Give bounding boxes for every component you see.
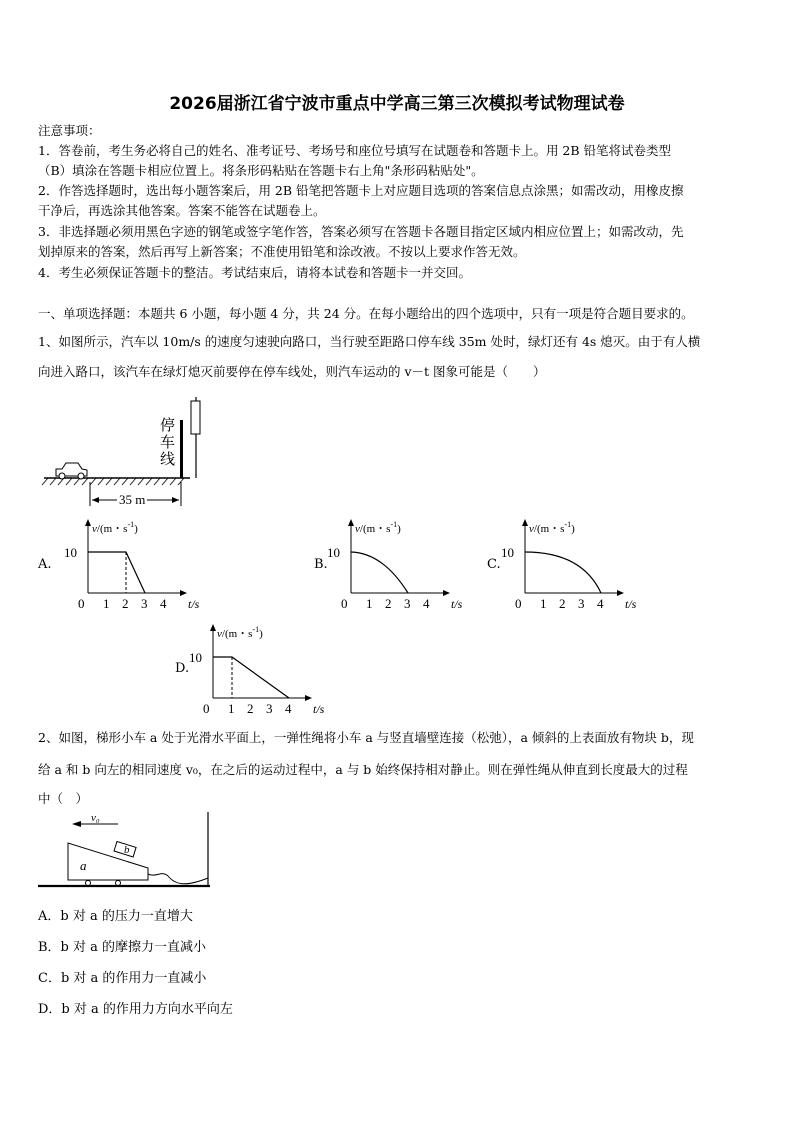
q2-option-b: B．b 对 a 的摩擦力一直减小 — [38, 940, 207, 955]
x-tick-label: 4 — [285, 701, 292, 716]
y-axis-label: v/(m・$s^{-1}$) — [355, 520, 401, 535]
notice-line: 1．答卷前，考生务必将自己的姓名、准考证号、考场号和座位号填写在试题卷和答题卡上。用 2B 铅笔将试卷类型 — [38, 143, 672, 158]
x-tick-label: 2 — [247, 701, 254, 716]
velocity-curve — [525, 552, 601, 593]
x-tick-label: 3 — [578, 596, 585, 611]
x-tick-label: 1 — [228, 701, 235, 716]
velocity-curve — [88, 552, 145, 593]
y-axis-label: v/(m・$s^{-1}$) — [217, 625, 263, 640]
graph-d — [185, 620, 325, 720]
graph-a — [60, 515, 200, 615]
car-icon — [56, 463, 87, 479]
x-tick-label: 2 — [385, 596, 392, 611]
x-tick-label: 1 — [540, 596, 547, 611]
question-2-text: 2、如图，梯形小车 a 处于光滑水平面上，一弹性绳将小车 a 与竖直墙壁连接（松弛），a 倾斜的上表面放有物块 b，现 — [38, 730, 694, 745]
elastic-rope — [148, 874, 208, 884]
q2-option-c: C．b 对 a 的作用力一直减小 — [38, 971, 207, 986]
x-tick-label: 3 — [266, 701, 273, 716]
x-tick-label: 4 — [423, 596, 430, 611]
question-1-text: 1、如图所示，汽车以 10m/s 的速度匀速驶向路口，当行驶至距路口停车线 35m 处时，绿灯还有 4s 熄灭。由于有人横 — [38, 334, 701, 349]
cart-label: a — [80, 858, 87, 873]
notice-line: 干净后，再选涂其他答案。答案不能答在试题卷上。 — [38, 203, 326, 218]
x-tick-label: 2 — [559, 596, 566, 611]
x-tick-label: 3 — [141, 596, 148, 611]
option-c-label: C. — [487, 557, 501, 572]
page-title: 2026届浙江省宁波市重点中学高三第三次模拟考试物理试卷 — [169, 94, 625, 114]
q2-option-d: D．b 对 a 的作用力方向水平向左 — [38, 1002, 233, 1017]
x-tick-label: 0 — [203, 701, 210, 716]
option-a-label: A. — [38, 557, 52, 572]
x-axis-label: t/s — [188, 597, 200, 611]
question-2-text: 给 a 和 b 向左的相同速度 v₀，在之后的运动过程中，a 与 b 始终保持相对静止。则在弹性绳从伸直到长度最大的过程 — [38, 762, 688, 777]
stop-line-label: 停车线 — [160, 416, 176, 468]
y-tick-label: 10 — [64, 545, 77, 560]
velocity-label: v₀ — [91, 812, 100, 824]
x-axis-label: t/s — [451, 597, 463, 611]
velocity-curve — [213, 657, 289, 698]
x-tick-label: 3 — [404, 596, 411, 611]
graph-c — [497, 515, 637, 615]
notice-heading: 注意事项： — [38, 123, 101, 138]
x-tick-label: 0 — [341, 596, 348, 611]
graph-b — [323, 515, 463, 615]
block-label: b — [124, 844, 130, 856]
velocity-curve — [351, 552, 408, 593]
stop-line — [180, 420, 183, 478]
section-heading: 一、单项选择题：本题共 6 小题，每小题 4 分，共 24 分。在每小题给出的四个选项中，只有一项是符合题目要求的。 — [38, 306, 694, 321]
x-axis-label: t/s — [313, 702, 325, 716]
y-axis-label: v/(m・$s^{-1}$) — [529, 520, 575, 535]
y-tick-label: 10 — [189, 650, 202, 665]
y-axis-label: v/(m・$s^{-1}$) — [92, 520, 138, 535]
notice-line: （B）填涂在答题卡相应位置上。将条形码粘贴在答题卡右上角"条形码粘贴处"。 — [38, 163, 484, 178]
option-d-label: D. — [175, 661, 190, 676]
notice-line: 2．作答选择题时，选出每小题答案后，用 2B 铅笔把答题卡上对应题目选项的答案信息点涂黑；如需改动，用橡皮擦 — [38, 183, 684, 198]
y-tick-label: 10 — [501, 545, 514, 560]
notice-line: 3．非选择题必须用黑色字迹的钢笔或签字笔作答，答案必须写在答题卡各题目指定区域内相应位置上；如需改动，先 — [38, 224, 684, 239]
x-tick-label: 0 — [78, 596, 85, 611]
traffic-light-icon — [191, 401, 200, 434]
notice-line: 4．考生必须保证答题卡的整洁。考试结束后，请将本试卷和答题卡一并交回。 — [38, 265, 471, 280]
x-tick-label: 1 — [366, 596, 373, 611]
y-tick-label: 10 — [327, 545, 340, 560]
notice-line: 划掉原来的答案，然后再写上新答案；不准使用铅笔和涂改液。不按以上要求作答无效。 — [38, 244, 526, 259]
distance-label: 35 m — [119, 492, 146, 507]
arrow-left-icon — [72, 821, 81, 827]
question-2-text: 中（ ） — [38, 791, 89, 806]
road-figure — [40, 392, 210, 507]
x-tick-label: 4 — [160, 596, 167, 611]
x-axis-label: t/s — [625, 597, 637, 611]
question-1-text: 向进入路口，该汽车在绿灯熄灭前要停在停车线处，则汽车运动的 v－t 图象可能是（ ） — [38, 364, 546, 379]
x-tick-label: 2 — [122, 596, 129, 611]
x-tick-label: 0 — [515, 596, 522, 611]
x-tick-label: 4 — [597, 596, 604, 611]
x-tick-label: 1 — [103, 596, 110, 611]
cart-figure — [38, 812, 213, 894]
option-b-label: B. — [314, 557, 328, 572]
q2-option-a: A．b 对 a 的压力一直增大 — [38, 909, 193, 924]
